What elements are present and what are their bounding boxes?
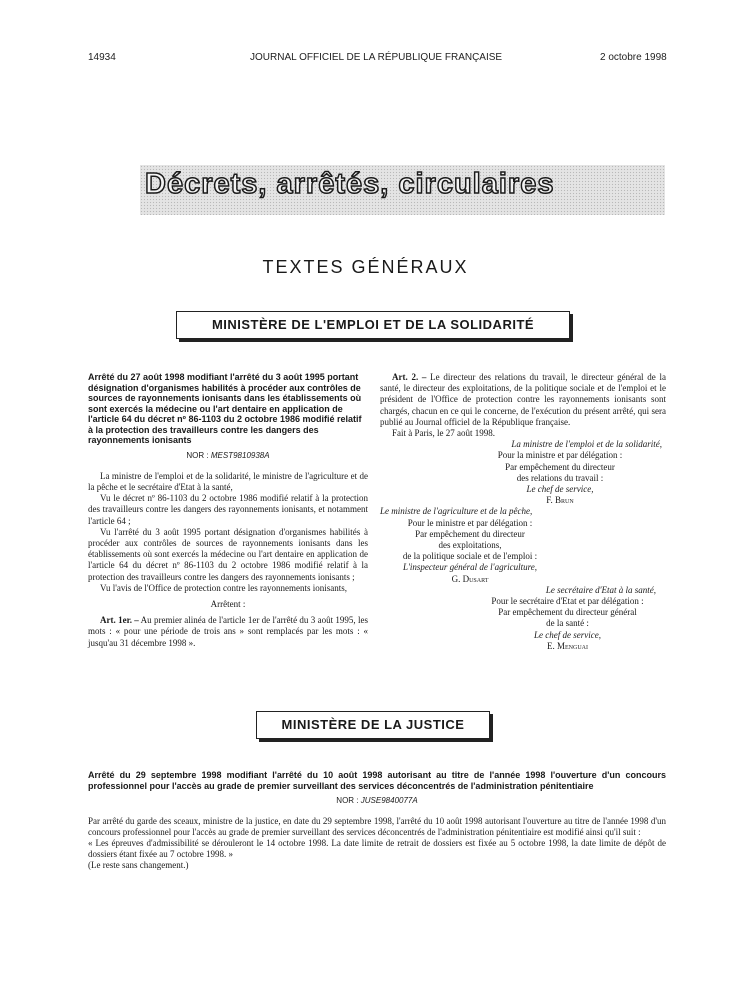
- signature-line: Pour le ministre et par délégation :: [407, 517, 533, 528]
- signatory-name: F. Brun: [546, 495, 574, 506]
- body-paragraph: Par arrêté du garde des sceaux, ministre de la justice, en date du 29 septembre 1998, l'arrêté du 10 août 1998 autorisant l'ouverture au titre de l'année 1998 d'un concours professionnel pour l'accès au grade de premier surveillant des services déconcentrés de l'administration pénitentiaire est modifié ainsi qu'il suit :: [88, 816, 666, 837]
- section-title: TEXTES GÉNÉRAUX: [262, 257, 469, 277]
- nor-label: NOR :: [336, 796, 359, 805]
- banner-title: Décrets, arrêtés, circulaires: [145, 168, 555, 200]
- article-1-text: Au premier alinéa de l'article 1er de l'arrêté du 3 août 1995, les mots : « pour une période de trois ans » sont remplacés par les mots : « jusqu'au 31 décembre 1998 ».: [88, 615, 368, 648]
- signature-sante: [380, 585, 666, 596]
- arrete-title: Arrêté du 29 septembre 1998 modifiant l'arrêté du 10 août 1998 autorisant au titre de l'année 1998 l'ouverture d'un concours professionnel pour l'accès au grade de premier surveillant des services déconcentrés de l'administration pénitentiaire: [88, 770, 666, 791]
- signature-line: des exploitations,: [438, 540, 502, 551]
- ministry-heading-emploi: MINISTÈRE DE L'EMPLOI ET DE LA SOLIDARITÉ: [176, 311, 570, 339]
- signature-line: Pour la ministre et par délégation :: [497, 450, 623, 461]
- preamble-paragraph: La ministre de l'emploi et de la solidarité, le ministre de l'agriculture et de la pêche et le secrétaire d'Etat à la santé,: [88, 470, 368, 492]
- journal-title: JOURNAL OFFICIEL DE LA RÉPUBLIQUE FRANÇAISE: [250, 52, 503, 63]
- signatory-title: Le secrétaire d'Etat à la santé,: [545, 584, 656, 595]
- arrete-justice: [88, 770, 666, 871]
- right-column: [380, 372, 666, 652]
- signature-line: de la politique sociale et de l'emploi :: [402, 551, 538, 562]
- section-banner: [140, 165, 665, 215]
- signatory-role: Le chef de service,: [534, 629, 601, 640]
- visa-paragraph: Vu l'arrêté du 3 août 1995 portant désignation d'organismes habilités à procéder aux contrôles de sources de rayonnements ionisants dans les établissements où sont exercés la médecine ou l'art dentaire en application de l'article 64 du décret nº 86-1103 du 2 octobre 1986 modifié relatif à la protection des travailleurs contre les dangers des rayonnements ionisants ;: [88, 526, 368, 582]
- nor-label: NOR :: [186, 450, 209, 460]
- visa-paragraph: Vu l'avis de l'Office de protection contre les rayonnements ionisants,: [100, 582, 347, 593]
- done-at-line: Fait à Paris, le 27 août 1998.: [392, 428, 495, 439]
- signatory-role: L'inspecteur général de l'agriculture,: [403, 562, 537, 573]
- ministry-heading-justice: MINISTÈRE DE LA JUSTICE: [256, 711, 490, 739]
- signature-line: des relations du travail :: [516, 472, 604, 483]
- signatory-title: La ministre de l'emploi et de la solidarité,: [511, 439, 662, 450]
- signature-sante-block: [475, 596, 660, 652]
- signatory-title: Le ministre de l'agriculture et de la pêche,: [380, 506, 533, 517]
- article-2-text: Le directeur des relations du travail, le directeur général de la santé, le directeur des exploitations, de la politique sociale et de l'emploi et le président de l'Office de protection contre les rayonnements ionisants sont chargés, chacun en ce qui le concerne, de l'exécution du présent arrêté, qui sera publié au Journal officiel de la République française.: [380, 372, 666, 427]
- quoted-amendment: « Les épreuves d'admissibilité se dérouleront le 14 octobre 1998. La date limite de retrait de dossiers est fixée au 5 octobre 1998, la date limite de dépôt de dossiers étant fixée au 7 octobre 1998. »: [88, 838, 666, 859]
- signature-agriculture: [380, 506, 666, 517]
- signature-emploi: [380, 439, 666, 450]
- signature-line: Par empêchement du directeur: [505, 461, 615, 472]
- signature-agriculture-block: [385, 518, 555, 585]
- nor-code: JUSE9840077A: [360, 796, 418, 805]
- article-1-label: Art. 1er. –: [100, 615, 139, 626]
- signatory-name: E. Menguai: [547, 640, 588, 651]
- signature-line: Par empêchement du directeur: [415, 528, 525, 539]
- article-2: [380, 372, 666, 428]
- signature-line: Par empêchement du directeur général: [498, 607, 637, 618]
- signature-line: Pour le secrétaire d'Etat et par délégation :: [491, 596, 644, 607]
- nor-reference: [88, 450, 368, 461]
- page-number: 14934: [88, 52, 116, 63]
- left-column: [88, 372, 368, 649]
- signature-emploi-block: [475, 450, 645, 506]
- nor-code: MEST9810938A: [210, 450, 270, 460]
- arretent-line: Arrêtent :: [210, 598, 246, 609]
- article-1: [88, 615, 368, 649]
- article-2-label: Art. 2. –: [392, 372, 427, 382]
- signature-line: de la santé :: [546, 618, 589, 629]
- issue-date: 2 octobre 1998: [600, 52, 667, 63]
- nor-reference: [88, 795, 666, 806]
- visa-paragraph: Vu le décret nº 86-1103 du 2 octobre 1986 modifié relatif à la protection des travailleurs contre les dangers des rayonnements ionisants, et notamment l'article 64 ;: [88, 493, 368, 526]
- signatory-role: Le chef de service,: [526, 484, 594, 495]
- closing-note: (Le reste sans changement.): [88, 860, 189, 870]
- signatory-name: G. Dusart: [451, 573, 489, 584]
- arrete-title: Arrêté du 27 août 1998 modifiant l'arrêté du 3 août 1995 portant désignation d'organismes habilités à procéder aux contrôles de sources de rayonnements ionisants dans les établissements où sont exercés la médecine ou l'art dentaire en application de l'article 64 du décret nº 86-1103 du 2 octobre 1986 modifié relatif à la protection des travailleurs contre les dangers des rayonnements ionisants: [88, 372, 362, 445]
